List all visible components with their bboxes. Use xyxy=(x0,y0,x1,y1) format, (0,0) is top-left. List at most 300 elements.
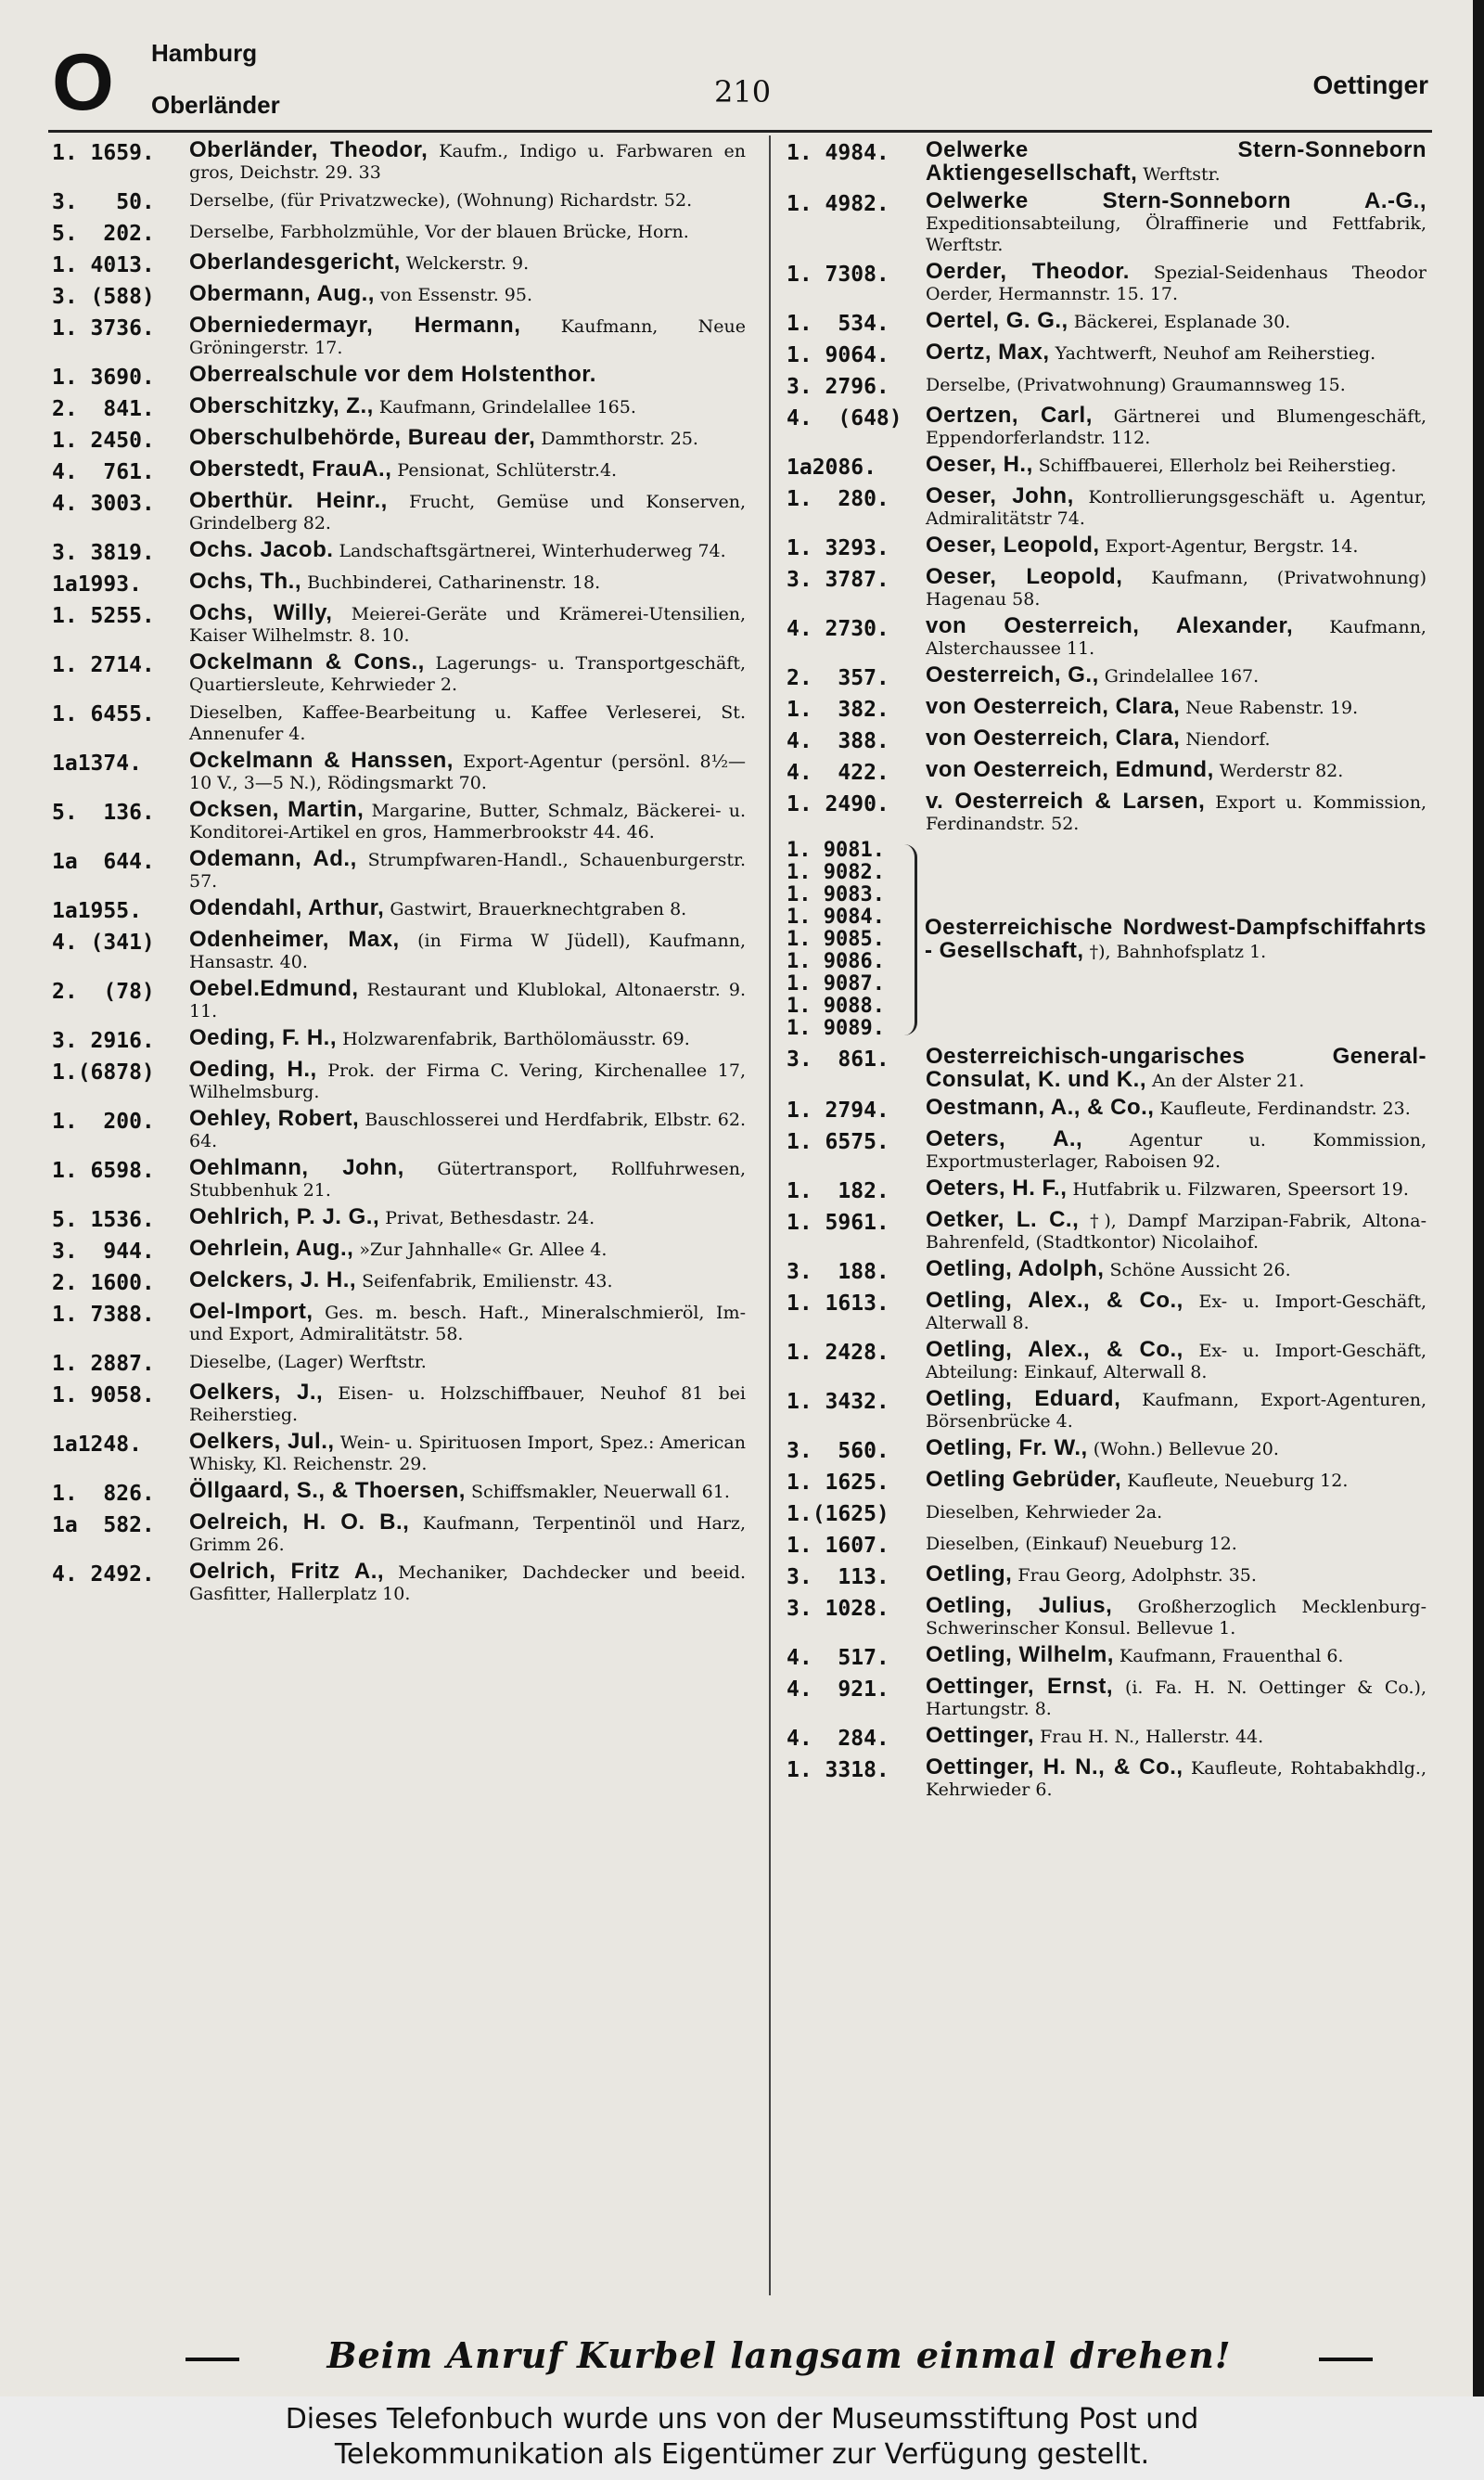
slogan-row xyxy=(186,2327,1373,2383)
entry-details: Derselbe, (Privatwohnung) Graumannsweg 15. xyxy=(926,375,1346,395)
entry-body xyxy=(926,1437,1426,1460)
phone-number: 1. 9083. xyxy=(787,883,885,906)
entry-details: Spezial-Seidenhaus Theodor Oerder, Hermannstr. 15. 17. xyxy=(926,263,1426,304)
phone-number: 4. 2492. xyxy=(52,1562,155,1587)
entry-details: Dieselben, (Einkauf) Neueburg 12. xyxy=(926,1534,1237,1554)
entry-details: Seifenfabrik, Emilienstr. 43. xyxy=(362,1271,613,1291)
entry-details: Dieselben, Kehrwieder 2a. xyxy=(926,1502,1163,1523)
directory-entry xyxy=(787,405,1426,449)
entry-details: Kaufmann, Frauenthal 6. xyxy=(1119,1646,1344,1666)
entry-name: Oelkers, Jul., xyxy=(189,1429,335,1454)
directory-entry xyxy=(787,534,1426,561)
entry-details: Holzwarenfabrik, Barthölomäusstr. 69. xyxy=(342,1029,690,1049)
phone-number: 4. 517. xyxy=(787,1646,889,1670)
phone-number: 1a 582. xyxy=(52,1513,155,1537)
entry-name: Obermann, Aug., xyxy=(189,281,375,306)
entry-body xyxy=(189,750,746,794)
entry-body xyxy=(189,897,746,920)
entry-body xyxy=(926,405,1426,449)
phone-number: 1.(6878) xyxy=(52,1060,155,1085)
phone-number: 1.(1625) xyxy=(787,1502,889,1526)
entry-body xyxy=(189,283,746,306)
entry-details: Lagerungs- u. Transportgeschäft, Quartiersleute, Kehrwieder 2. xyxy=(189,653,747,695)
column-divider xyxy=(769,135,771,2295)
phone-number: 4. 284. xyxy=(787,1727,889,1751)
directory-entry xyxy=(787,1676,1426,1720)
directory-entry xyxy=(787,1339,1426,1383)
entry-name: v. Oesterreich & Larsen, xyxy=(926,789,1206,814)
directory-entry xyxy=(52,929,746,973)
entry-details: Bauschlosserei und Herdfabrik, Elbstr. 62. 64. xyxy=(189,1110,747,1151)
directory-entry xyxy=(52,1059,746,1103)
directory-entry xyxy=(787,696,1426,723)
entry-details: Bäckerei, Esplanade 30. xyxy=(1073,312,1291,332)
entry-body xyxy=(926,1177,1426,1201)
entry-body xyxy=(189,1027,746,1050)
entry-name: Oetling, Fr. W., xyxy=(926,1435,1088,1460)
phone-number: 5. 202. xyxy=(52,222,155,246)
phone-number: 1. 3432. xyxy=(787,1390,889,1414)
entry-name: Oberniedermayr, Hermann, xyxy=(189,313,521,338)
phone-number: 3. 944. xyxy=(52,1240,155,1264)
entry-details: Privat, Bethesdastr. 24. xyxy=(385,1208,595,1228)
phone-number: 3. (588) xyxy=(52,285,155,309)
entry-name: Oehley, Robert, xyxy=(189,1106,360,1131)
entry-name: Oberlandesgericht, xyxy=(189,250,401,275)
phone-number: 4. (341) xyxy=(52,931,155,955)
entry-body xyxy=(189,700,746,745)
entry-body xyxy=(926,615,1426,660)
entry-details: (in Firma W Jüdell), Kaufmann, Hansastr. 40. xyxy=(189,931,747,972)
phone-number: 1. 9058. xyxy=(52,1383,155,1407)
entry-details: Gastwirt, Brauerknechtgraben 8. xyxy=(390,899,687,919)
entry-details: †), Dampf Marzipan-Fabrik, Altona-Bahrenfeld, (Stadtkontor) Nicolaihof. xyxy=(926,1211,1427,1253)
entry-details: Dammthorstr. 25. xyxy=(541,429,698,449)
phone-number: 4. (648) xyxy=(787,406,902,430)
directory-entry xyxy=(52,1350,746,1377)
phone-number: 1. 1607. xyxy=(787,1534,889,1558)
grouped-entry xyxy=(787,840,1426,1040)
entry-name: Ochs, Willy, xyxy=(189,600,333,625)
phone-number: 1. 9086. xyxy=(787,950,885,973)
entry-details: Restaurant und Klublokal, Altonaerstr. 9. 11. xyxy=(189,980,746,1022)
phone-number: 1. 3736. xyxy=(52,316,155,341)
directory-entry xyxy=(52,1269,746,1296)
entry-name: Oetling, Alex., & Co., xyxy=(926,1337,1183,1362)
entry-details: Kaufmann, Neue Gröningerstr. 17. xyxy=(189,316,747,358)
entry-name: Oebel.Edmund, xyxy=(189,976,359,1001)
range-start: Oberländer xyxy=(151,91,280,119)
phone-number: 1. 4984. xyxy=(787,141,889,165)
entry-name: Odenheimer, Max, xyxy=(189,927,400,952)
entry-body xyxy=(189,1238,746,1261)
entry-body xyxy=(926,534,1426,558)
entry-details: Niendorf. xyxy=(1185,729,1271,750)
entry-name: Oelwerke Stern-Sonneborn A.-G., xyxy=(926,188,1426,213)
directory-entry xyxy=(52,1480,746,1507)
directory-entry xyxy=(787,1725,1426,1752)
entry-body xyxy=(926,1258,1426,1281)
phone-number: 4. 3003. xyxy=(52,492,155,516)
entry-details: Werftstr. xyxy=(1143,164,1221,185)
phone-number: 1. 2794. xyxy=(787,1099,889,1123)
phone-number: 1. 9085. xyxy=(787,928,885,951)
entry-details: Yachtwerft, Neuhof am Reiherstieg. xyxy=(1055,343,1376,364)
entry-details: Dieselben, Kaffee-Bearbeitung u. Kaffee Verleserei, St. Annenufer 4. xyxy=(189,702,746,744)
phone-number: 1a1248. xyxy=(52,1433,142,1457)
phone-number: 1. 2428. xyxy=(787,1341,889,1365)
slogan-dash-right xyxy=(1319,2358,1373,2361)
entry-name: Oetling, Eduard, xyxy=(926,1386,1121,1411)
phone-number: 1. 200. xyxy=(52,1110,155,1134)
directory-entry xyxy=(787,566,1426,610)
directory-entry xyxy=(787,1563,1426,1590)
entry-body xyxy=(189,1561,746,1605)
entry-details: »Zur Jahnhalle« Gr. Allee 4. xyxy=(359,1240,608,1260)
phone-number: 4. 388. xyxy=(787,729,889,753)
phone-number: 1a2086. xyxy=(787,456,876,480)
phone-number: 3. 3819. xyxy=(52,541,155,565)
phone-number: 1. 1613. xyxy=(787,1291,889,1316)
entry-details: (i. Fa. H. N. Oettinger & Co.), Hartungstr. 8. xyxy=(926,1677,1427,1719)
city-name: Hamburg xyxy=(151,39,258,67)
entry-body xyxy=(926,1388,1426,1433)
entry-body xyxy=(926,139,1426,186)
entry-details: Kaufmann, Terpentinöl und Harz, Grimm 26. xyxy=(189,1513,746,1555)
entry-name: Ockelmann & Cons., xyxy=(189,649,425,675)
entry-body xyxy=(189,490,746,534)
entry-body xyxy=(926,1676,1426,1720)
directory-entry xyxy=(52,799,746,843)
phone-number: 1a 644. xyxy=(52,850,155,874)
entry-name: Oetling Gebrüder, xyxy=(926,1467,1122,1492)
directory-entry xyxy=(52,1238,746,1265)
directory-entry xyxy=(52,251,746,278)
slogan-dash-left xyxy=(186,2358,239,2361)
phone-number: 1a1993. xyxy=(52,572,142,597)
phone-number: 3. 188. xyxy=(787,1260,889,1284)
entry-details: Grindelallee 167. xyxy=(1104,666,1260,687)
entry-details: Welckerstr. 9. xyxy=(405,253,530,274)
entry-details: Kaufleute, Neueburg 12. xyxy=(1127,1471,1349,1491)
phone-number: 1. 9087. xyxy=(787,972,885,996)
directory-entry xyxy=(52,188,746,215)
directory-entry xyxy=(787,139,1426,186)
entry-name: Ochs, Th., xyxy=(189,569,302,594)
entry-name: Öllgaard, S., & Thoersen, xyxy=(189,1478,466,1503)
entry-body xyxy=(926,759,1426,782)
entry-name: Oertzen, Carl, xyxy=(926,403,1093,428)
entry-name: Oelreich, H. O. B., xyxy=(189,1510,410,1535)
right-column xyxy=(787,139,1426,1805)
directory-entry xyxy=(787,759,1426,786)
entry-name: Oetling, xyxy=(926,1561,1013,1587)
page-header xyxy=(46,28,1428,130)
entry-body xyxy=(189,848,746,893)
entry-body xyxy=(189,188,746,212)
entry-name: Oeding, H., xyxy=(189,1057,317,1082)
directory-entry xyxy=(787,1532,1426,1559)
directory-entry xyxy=(52,897,746,924)
entry-name: Oehlmann, John, xyxy=(189,1155,404,1180)
entry-details: Landschaftsgärtnerei, Winterhuderweg 74. xyxy=(339,541,726,561)
entry-details: Margarine, Butter, Schmalz, Bäckerei- u. Konditorei-Artikel en gros, Hammerbrookstr 44. 46. xyxy=(189,801,746,842)
entry-details: Hutfabrik u. Filzwaren, Speersort 19. xyxy=(1072,1179,1409,1200)
entry-details: Derselbe, Farbholzmühle, Vor der blauen Brücke, Horn. xyxy=(189,222,689,242)
phone-number: 1. 2490. xyxy=(787,792,889,816)
directory-entry xyxy=(52,1431,746,1475)
phone-number: 1. 382. xyxy=(787,698,889,722)
entry-details: Kaufmann, Export-Agenturen, Börsenbrücke 4. xyxy=(926,1390,1427,1432)
phone-number: 5. 136. xyxy=(52,801,155,825)
entry-body xyxy=(189,251,746,275)
phone-number: 1. 9088. xyxy=(787,995,885,1018)
entry-details: Frau Georg, Adolphstr. 35. xyxy=(1017,1565,1257,1586)
directory-entry xyxy=(787,727,1426,754)
left-column xyxy=(52,139,746,1610)
slogan: Beim Anruf Kurbel langsam einmal drehen! xyxy=(326,2334,1232,2376)
entry-body xyxy=(189,1269,746,1292)
phone-number: 1. 1659. xyxy=(52,141,155,165)
right-column-bottom xyxy=(787,1046,1426,1801)
directory-entry xyxy=(787,1290,1426,1334)
directory-entry xyxy=(52,571,746,598)
entry-name: von Oesterreich, Alexander, xyxy=(926,613,1294,638)
phone-number: 1. 1625. xyxy=(787,1471,889,1495)
phone-number: 1. 5961. xyxy=(787,1211,889,1235)
entry-details: Kaufmann, (Privatwohnung) Hagenau 58. xyxy=(926,568,1426,610)
entry-body xyxy=(189,539,746,562)
entry-body xyxy=(189,220,746,243)
entry-name: Oeser, H., xyxy=(926,452,1033,477)
directory-entry xyxy=(787,1258,1426,1285)
entry-body xyxy=(926,1209,1426,1253)
entry-details: Gütertransport, Rollfuhrwesen, Stubbenhuk 21. xyxy=(189,1159,746,1201)
directory-entry xyxy=(52,602,746,647)
entry-body xyxy=(926,1097,1426,1120)
directory-entry xyxy=(787,1177,1426,1204)
entry-details: Pensionat, Schlüterstr.4. xyxy=(397,460,618,481)
directory-entry xyxy=(787,1097,1426,1124)
directory-entry xyxy=(52,315,746,359)
phone-number: 1. 7388. xyxy=(52,1303,155,1327)
entry-name: Oelrich, Fritz A., xyxy=(189,1559,385,1584)
entry-name: Oestmann, A., & Co., xyxy=(926,1095,1155,1120)
footer-line-1: Dieses Telefonbuch wurde uns von der Museumsstiftung Post und xyxy=(285,2403,1199,2435)
directory-entry xyxy=(52,395,746,422)
entry-name: Oeters, H. F., xyxy=(926,1176,1068,1201)
grouped-numbers xyxy=(787,840,902,1040)
entry-details: Kaufleute, Ferdinandstr. 23. xyxy=(1159,1099,1411,1119)
phone-number: 1. 4982. xyxy=(787,192,889,216)
entry-details: Prok. der Firma C. Vering, Kirchenallee 17, Wilhelmsburg. xyxy=(189,1060,746,1102)
entry-body xyxy=(926,1725,1426,1748)
phone-number: 1. 7308. xyxy=(787,263,889,287)
entry-body xyxy=(926,1046,1426,1092)
entry-body xyxy=(189,1059,746,1103)
directory-entry xyxy=(787,485,1426,530)
entry-details: Ges. m. besch. Haft., Mineralschmieröl, Im- und Export, Admiralitätstr. 58. xyxy=(189,1303,746,1344)
directory-entry xyxy=(787,1500,1426,1527)
directory-entry xyxy=(787,1756,1426,1801)
directory-entry xyxy=(52,139,746,184)
entry-body xyxy=(189,1381,746,1426)
directory-entry xyxy=(52,750,746,794)
entry-name: Oehlrich, P. J. G., xyxy=(189,1204,380,1229)
entry-name: Oettinger, xyxy=(926,1723,1035,1748)
entry-body xyxy=(926,727,1426,751)
phone-number: 3. 113. xyxy=(787,1565,889,1589)
phone-number: 1. 4013. xyxy=(52,253,155,277)
entry-body xyxy=(926,190,1426,256)
entry-body xyxy=(189,978,746,1022)
phone-number: 1. 9081. xyxy=(787,839,885,862)
entry-name: Oesterreich, G., xyxy=(926,662,1099,687)
entry-name: Oettinger, H. N., & Co., xyxy=(926,1754,1183,1780)
entry-body xyxy=(925,917,1426,963)
entry-body xyxy=(189,571,746,594)
directory-entry xyxy=(52,1561,746,1605)
phone-number: 4. 2730. xyxy=(787,617,889,641)
entry-body xyxy=(189,458,746,482)
entry-name: Oel-Import, xyxy=(189,1299,313,1324)
entry-body xyxy=(189,799,746,843)
entry-body xyxy=(926,664,1426,687)
directory-entry xyxy=(52,700,746,745)
entry-body xyxy=(189,1301,746,1345)
entry-details: An der Alster 21. xyxy=(1152,1071,1305,1091)
phone-number: 1. 9089. xyxy=(787,1017,885,1040)
phone-number: 1. 182. xyxy=(787,1179,889,1203)
phone-number: 1. 6598. xyxy=(52,1159,155,1183)
directory-entry xyxy=(52,220,746,247)
entry-name: von Oesterreich, Edmund, xyxy=(926,757,1214,782)
phone-number: 1. 6455. xyxy=(52,702,155,726)
entry-details: (Wohn.) Bellevue 20. xyxy=(1093,1439,1279,1459)
entry-name: Oberländer, Theodor, xyxy=(189,137,429,162)
directory-entry xyxy=(787,1595,1426,1639)
entry-body xyxy=(189,1157,746,1201)
entry-details: Werderstr 82. xyxy=(1219,761,1344,781)
entry-details: Kontrollierungsgeschäft u. Agentur, Admiralitätstr 74. xyxy=(926,487,1426,529)
phone-number: 1. 3318. xyxy=(787,1758,889,1782)
entry-body xyxy=(926,1339,1426,1383)
directory-entry xyxy=(787,664,1426,691)
page-edge xyxy=(1473,0,1484,2396)
directory-entry xyxy=(52,1381,746,1426)
directory-entry xyxy=(787,310,1426,337)
phone-number: 5. 1536. xyxy=(52,1208,155,1232)
entry-details: Meierei-Geräte und Krämerei-Utensilien, Kaiser Wilhelmstr. 8. 10. xyxy=(189,604,746,646)
phone-number: 1. 2887. xyxy=(52,1352,155,1376)
entry-details: von Essenstr. 95. xyxy=(380,285,532,305)
phone-number: 1a1955. xyxy=(52,899,142,923)
phone-number: 1. 9082. xyxy=(787,861,885,884)
entry-details: Export u. Kommission, Ferdinandstr. 52. xyxy=(926,792,1426,834)
entry-name: Oertel, G. G., xyxy=(926,308,1068,333)
entry-name: Oberrealschule vor dem Holstenthor. xyxy=(189,362,596,387)
phone-number: 1. 2714. xyxy=(52,653,155,677)
entry-name: Oberstedt, FrauA., xyxy=(189,456,392,482)
entry-details: Wein- u. Spirituosen Import, Spez.: American Whisky, Kl. Reichenstr. 29. xyxy=(189,1433,746,1474)
entry-details: Agentur u. Kommission, Exportmusterlager, Raboisen 92. xyxy=(926,1130,1427,1172)
directory-entry xyxy=(52,490,746,534)
entry-name: Oetling, Julius, xyxy=(926,1593,1113,1618)
entry-details: Buchbinderei, Catharinenstr. 18. xyxy=(307,572,601,593)
phone-number: 4. 921. xyxy=(787,1677,889,1702)
phone-number: 3. 2916. xyxy=(52,1029,155,1053)
entry-name: Odemann, Ad., xyxy=(189,846,357,871)
directory-entry xyxy=(787,373,1426,400)
entry-details: Gärtnerei und Blumengeschäft, Eppendorferlandstr. 112. xyxy=(926,406,1427,448)
entry-name: Ocksen, Martin, xyxy=(189,797,365,822)
directory-entry xyxy=(52,539,746,566)
directory-entry xyxy=(52,978,746,1022)
entry-name: Oesterreichische Nordwest-Dampfschiffahrts - Gesellschaft, xyxy=(925,915,1426,963)
phone-number: 1. 9084. xyxy=(787,906,885,929)
directory-entry xyxy=(787,1388,1426,1433)
entry-body xyxy=(189,395,746,418)
entry-body xyxy=(189,1431,746,1475)
range-end: Oettinger xyxy=(1312,71,1428,99)
entry-body xyxy=(189,1108,746,1152)
entry-name: von Oesterreich, Clara, xyxy=(926,726,1181,751)
entry-name: Ockelmann & Hanssen, xyxy=(189,748,454,773)
entry-body xyxy=(926,1128,1426,1173)
entry-body xyxy=(926,261,1426,305)
entry-name: Oeters, A., xyxy=(926,1126,1083,1151)
entry-body xyxy=(926,1469,1426,1492)
entry-body xyxy=(926,1644,1426,1667)
entry-details: Expeditionsabteilung, Ölraffinerie und Fettfabrik, Werftstr. xyxy=(926,213,1426,255)
footer-note xyxy=(0,2396,1484,2480)
directory-entry xyxy=(787,1437,1426,1464)
entry-name: Oberschulbehörde, Bureau der, xyxy=(189,425,536,450)
directory-entry xyxy=(787,1128,1426,1173)
entry-name: Oeser, Leopold, xyxy=(926,533,1100,558)
entry-name: Oertz, Max, xyxy=(926,340,1050,365)
entry-body xyxy=(926,1595,1426,1639)
entry-details: †), Bahnhofsplatz 1. xyxy=(1089,942,1267,962)
entry-name: Odendahl, Arthur, xyxy=(189,895,385,920)
phone-number: 1. 2450. xyxy=(52,429,155,453)
phone-number: 4. 422. xyxy=(787,761,889,785)
entry-name: Oehrlein, Aug., xyxy=(189,1236,354,1261)
entry-name: Oelkers, J., xyxy=(189,1380,324,1405)
directory-entry xyxy=(52,364,746,391)
entry-body xyxy=(926,341,1426,365)
phone-number: 3. 50. xyxy=(52,190,155,214)
entry-body xyxy=(189,315,746,359)
entry-name: Oesterreichisch-ungarisches General-Consulat, K. und K., xyxy=(926,1044,1426,1092)
entry-details: Derselbe, (für Privatzwecke), (Wohnung) Richardstr. 52. xyxy=(189,190,693,211)
footer-line-2: Telekommunikation als Eigentümer zur Verfügung gestellt. xyxy=(334,2438,1150,2471)
header-rule xyxy=(48,130,1432,133)
directory-entry xyxy=(52,1206,746,1233)
entry-name: Oettinger, Ernst, xyxy=(926,1674,1114,1699)
entry-name: Oberschitzky, Z., xyxy=(189,393,374,418)
entry-details: Frau H. N., Hallerstr. 44. xyxy=(1040,1727,1264,1747)
phone-number: 1. 9064. xyxy=(787,343,889,367)
entry-body xyxy=(926,1756,1426,1801)
entry-name: Oberthür. Heinr., xyxy=(189,488,388,513)
entry-name: Ochs. Jacob. xyxy=(189,537,334,562)
directory-entry xyxy=(787,190,1426,256)
entry-name: Oerder, Theodor. xyxy=(926,259,1130,284)
entry-details: Schöne Aussicht 26. xyxy=(1109,1260,1291,1280)
directory-entry xyxy=(52,1157,746,1201)
entry-details: Großherzoglich Mecklenburg-Schwerinscher Konsul. Bellevue 1. xyxy=(926,1597,1426,1638)
